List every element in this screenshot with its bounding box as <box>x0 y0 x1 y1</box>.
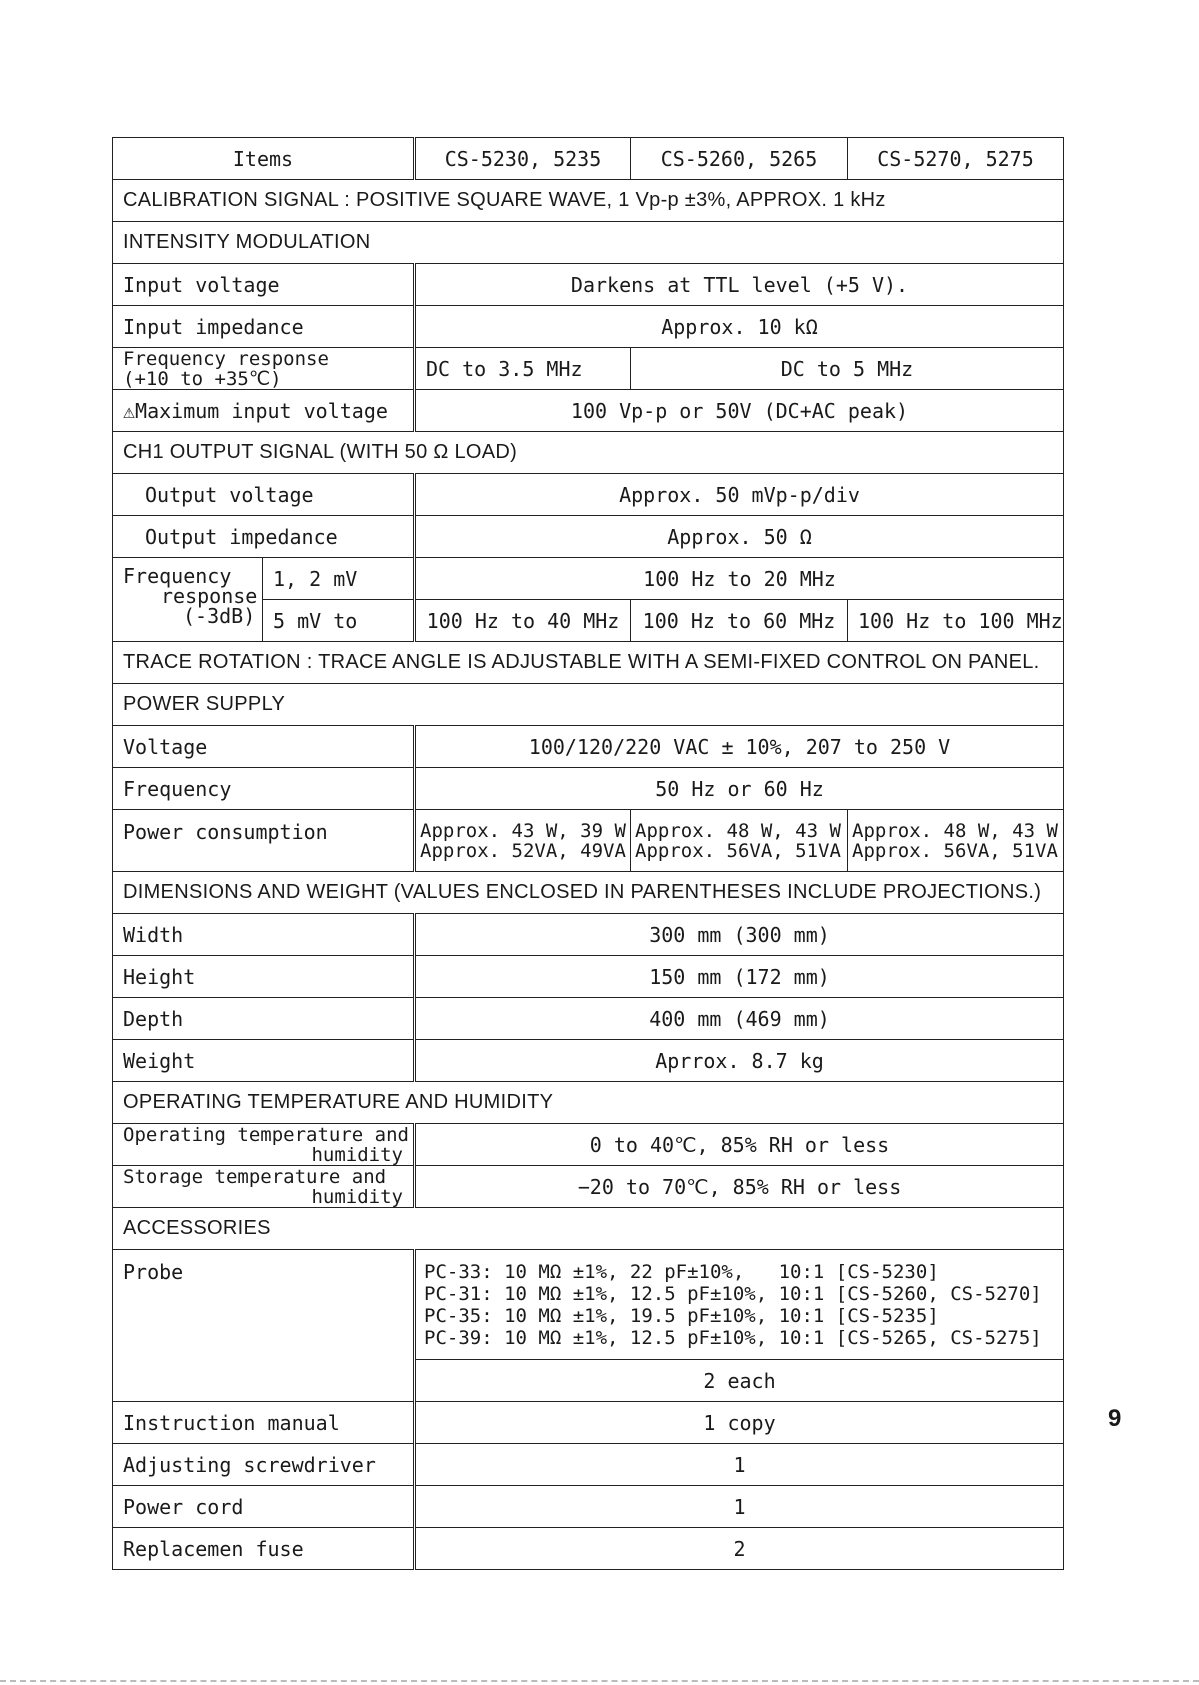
probe-list <box>415 1250 1064 1360</box>
row-value <box>848 810 1064 872</box>
row-label: Width <box>113 914 415 956</box>
row-value: 2 <box>415 1528 1064 1570</box>
row-label <box>113 1124 415 1166</box>
table-row <box>113 306 1064 348</box>
label-line: humidity <box>311 1185 403 1208</box>
freq-response-label <box>113 558 263 642</box>
section-heading-ch1: CH1 OUTPUT SIGNAL (WITH 50 Ω LOAD) <box>113 432 1064 474</box>
row-label: Input voltage <box>113 264 415 306</box>
table-row <box>113 1124 1064 1166</box>
row-value: 100 Hz to 40 MHz <box>415 600 631 642</box>
label-line: humidity <box>311 1143 403 1166</box>
section-row <box>113 180 1064 222</box>
specifications-table <box>112 137 1063 1570</box>
row-value: 100/120/220 VAC ± 10%, 207 to 250 V <box>415 726 1064 768</box>
row-value: Aprrox. 8.7 kg <box>415 1040 1064 1082</box>
row-label: Instruction manual <box>113 1402 415 1444</box>
row-value <box>415 810 631 872</box>
row-label <box>113 1166 415 1208</box>
table-row <box>113 516 1064 558</box>
label-line: (+10 to +35℃) <box>123 367 282 390</box>
section-row <box>113 432 1064 474</box>
sub-label: 1, 2 mV <box>263 558 415 600</box>
row-value: 100 Vp-p or 50V (DC+AC peak) <box>415 390 1064 432</box>
section-row <box>113 222 1064 264</box>
table-header-row <box>113 138 1064 180</box>
value-line: Approx. 56VA, 51VA <box>852 839 1058 862</box>
probe-line: PC-33: 10 MΩ ±1%, 22 pF±10%, 10:1 [CS-5230] <box>424 1260 939 1283</box>
row-label: Output impedance <box>113 516 415 558</box>
row-value: 1 <box>415 1486 1064 1528</box>
table-row <box>113 956 1064 998</box>
table-row <box>113 558 1064 600</box>
row-label: Weight <box>113 1040 415 1082</box>
section-row <box>113 684 1064 726</box>
table-row <box>113 1402 1064 1444</box>
row-value: 1 copy <box>415 1402 1064 1444</box>
row-label: Height <box>113 956 415 998</box>
table-row <box>113 810 1064 872</box>
table-row <box>113 768 1064 810</box>
sub-label: 5 mV to <box>263 600 415 642</box>
table-row <box>113 390 1064 432</box>
table-row <box>113 1250 1064 1360</box>
table-row <box>113 348 1064 390</box>
row-label: Depth <box>113 998 415 1040</box>
table-row <box>113 1444 1064 1486</box>
value-line: Approx. 43 W, 39 W <box>420 819 626 842</box>
row-value: DC to 3.5 MHz <box>415 348 631 390</box>
row-value: DC to 5 MHz <box>631 348 1064 390</box>
row-value: 300 mm (300 mm) <box>415 914 1064 956</box>
row-value: Approx. 10 kΩ <box>415 306 1064 348</box>
header-items: Items <box>113 138 415 180</box>
scan-edge-divider <box>0 1680 1199 1682</box>
row-value: 1 <box>415 1444 1064 1486</box>
row-value: −20 to 70℃, 85% RH or less <box>415 1166 1064 1208</box>
section-row <box>113 1082 1064 1124</box>
header-model-3: CS-5270, 5275 <box>848 138 1064 180</box>
row-value: 2 each <box>415 1360 1064 1402</box>
table-row <box>113 726 1064 768</box>
label-line: Frequency response <box>123 347 329 370</box>
value-line: Approx. 56VA, 51VA <box>635 839 841 862</box>
row-value: 50 Hz or 60 Hz <box>415 768 1064 810</box>
page-number: 9 <box>1108 1405 1122 1432</box>
row-label: Frequency <box>113 768 415 810</box>
row-value: 100 Hz to 100 MHz <box>848 600 1064 642</box>
probe-line: PC-39: 10 MΩ ±1%, 12.5 pF±10%, 10:1 [CS-5265, CS-5275] <box>424 1326 1042 1349</box>
label-line: response <box>161 584 258 608</box>
row-value: 150 mm (172 mm) <box>415 956 1064 998</box>
probe-line: PC-35: 10 MΩ ±1%, 19.5 pF±10%, 10:1 [CS-5235] <box>424 1304 939 1327</box>
table-row <box>113 1528 1064 1570</box>
row-value: 400 mm (469 mm) <box>415 998 1064 1040</box>
row-label: Power cord <box>113 1486 415 1528</box>
probe-line: PC-31: 10 MΩ ±1%, 12.5 pF±10%, 10:1 [CS-5260, CS-5270] <box>424 1282 1042 1305</box>
row-value: Darkens at TTL level (+5 V). <box>415 264 1064 306</box>
row-value: Approx. 50 Ω <box>415 516 1064 558</box>
row-label: Output voltage <box>113 474 415 516</box>
row-label: Probe <box>113 1250 415 1402</box>
label-line: Operating temperature and <box>123 1123 409 1146</box>
row-value: 0 to 40℃, 85% RH or less <box>415 1124 1064 1166</box>
row-label: Adjusting screwdriver <box>113 1444 415 1486</box>
section-heading-environment: OPERATING TEMPERATURE AND HUMIDITY <box>113 1082 1064 1124</box>
table-row <box>113 1486 1064 1528</box>
row-label: ⚠Maximum input voltage <box>113 390 415 432</box>
row-value: 100 Hz to 60 MHz <box>631 600 848 642</box>
section-row <box>113 1208 1064 1250</box>
trace-rotation: TRACE ROTATION : TRACE ANGLE IS ADJUSTABLE WITH A SEMI-FIXED CONTROL ON PANEL. <box>113 642 1064 684</box>
section-heading-power: POWER SUPPLY <box>113 684 1064 726</box>
table-row <box>113 1166 1064 1208</box>
row-value <box>631 810 848 872</box>
row-label: Voltage <box>113 726 415 768</box>
section-row <box>113 872 1064 914</box>
section-heading-accessories: ACCESSORIES <box>113 1208 1064 1250</box>
table-row <box>113 998 1064 1040</box>
calibration-signal: CALIBRATION SIGNAL : POSITIVE SQUARE WAVE, 1 Vp-p ±3%, APPROX. 1 kHz <box>113 180 1064 222</box>
label-line: Frequency <box>123 564 232 588</box>
section-heading-dimensions: DIMENSIONS AND WEIGHT (VALUES ENCLOSED IN PARENTHESES INCLUDE PROJECTIONS.) <box>113 872 1064 914</box>
value-line: Approx. 48 W, 43 W <box>635 819 841 842</box>
table-row <box>113 264 1064 306</box>
row-label: Input impedance <box>113 306 415 348</box>
label-line: Storage temperature and <box>123 1165 387 1188</box>
table-row <box>113 914 1064 956</box>
row-label: Power consumption <box>113 810 415 872</box>
header-model-2: CS-5260, 5265 <box>631 138 848 180</box>
row-label: Replacemen fuse <box>113 1528 415 1570</box>
value-line: Approx. 52VA, 49VA <box>420 839 626 862</box>
label-line: (-3dB) <box>183 604 256 628</box>
row-value: Approx. 50 mVp-p/div <box>415 474 1064 516</box>
row-label <box>113 348 415 390</box>
section-heading-intensity: INTENSITY MODULATION <box>113 222 1064 264</box>
row-value: 100 Hz to 20 MHz <box>415 558 1064 600</box>
value-line: Approx. 48 W, 43 W <box>852 819 1058 842</box>
table-row <box>113 474 1064 516</box>
header-model-1: CS-5230, 5235 <box>415 138 631 180</box>
section-row <box>113 642 1064 684</box>
table-row <box>113 1040 1064 1082</box>
